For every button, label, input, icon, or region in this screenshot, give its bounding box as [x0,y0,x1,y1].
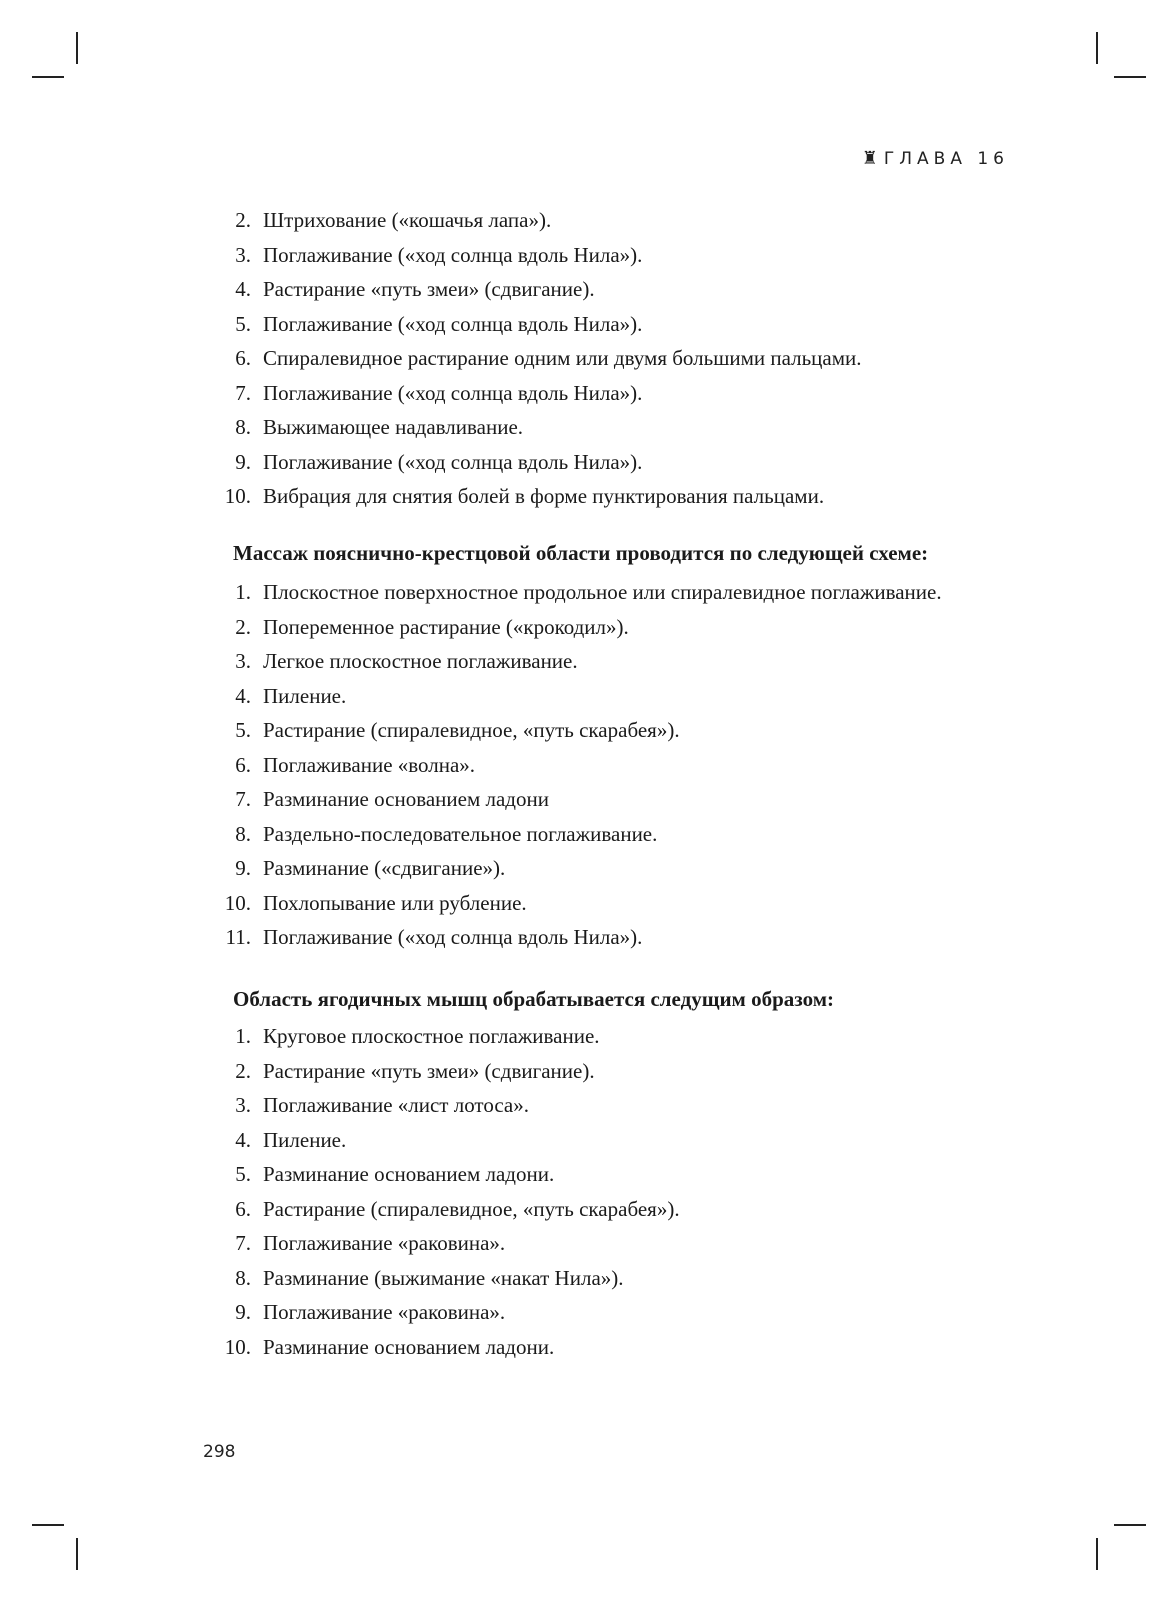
list-item [0,920,1170,955]
chapter-title: ГЛАВА 16 [883,149,1009,169]
list-item-number: 7. [235,1231,251,1255]
list-item-text: Разминание основанием ладони. [263,1162,555,1186]
list-item [0,1226,1170,1261]
list-item [0,307,1170,342]
list-item [0,782,1170,817]
list-item [0,203,1170,238]
list-item-text: Раздельно-последовательное поглаживание. [263,821,658,846]
list-item-number: 4. [235,683,251,708]
list-item-number: 7. [235,787,251,811]
list-item-text: Разминание («сдвигание»). [263,856,506,880]
list-item [0,1019,1170,1054]
list-item-number: 8. [235,1265,251,1290]
list-item-text: Разминание основанием ладони [263,787,549,811]
list-item [0,376,1170,411]
list-item [0,713,1170,748]
list-item-number: 1. [235,580,251,604]
list-item-text: Поглаживание («ход солнца вдоль Нила»). [263,242,643,267]
list-item-text: Поглаживание («ход солнца вдоль Нила»). [263,925,643,949]
procedure-list-lumbar [0,575,1170,955]
crop-mark [32,76,64,78]
list-item [0,479,1170,514]
list-item-number: 7. [235,380,251,405]
crop-mark [1114,76,1146,78]
list-item-number: 2. [235,614,251,639]
list-item-text: Пиление. [263,683,347,708]
list-item-text: Выжимающее надавливание. [263,415,524,439]
list-item [0,610,1170,645]
list-item-number: 10. [224,484,251,508]
section-heading-lumbar: Массаж пояснично-крестцовой области проводится по следующей схеме: [233,541,929,565]
list-item-text: Пиление. [263,1127,347,1152]
list-item-text: Растирание (спиралевидное, «путь скарабея»). [263,718,680,742]
list-item-number: 9. [235,856,251,880]
list-item [0,1123,1170,1158]
list-item-number: 3. [235,242,251,267]
list-item [0,851,1170,886]
list-item [0,1295,1170,1330]
list-item-text: Поглаживание («ход солнца вдоль Нила»). [263,311,643,336]
list-item-text: Поглаживание «волна». [263,752,476,777]
running-head [0,148,1009,169]
list-item-text: Легкое плоскостное поглаживание. [263,649,578,673]
list-item [0,1330,1170,1365]
section-heading-gluteal: Область ягодичных мышц обрабатывается следущим образом: [233,987,835,1011]
list-item-text: Плоскостное поверхностное продольное или спиралевидное поглаживание. [263,580,942,604]
list-item [0,575,1170,610]
list-item [0,1192,1170,1227]
list-item-number: 8. [235,821,251,846]
list-item [0,445,1170,480]
list-item-text: Поглаживание «раковина». [263,1300,506,1324]
list-item [0,341,1170,376]
list-item-number: 8. [235,415,251,439]
list-item [0,1157,1170,1192]
list-item-number: 2. [235,208,251,232]
list-item [0,748,1170,783]
list-item-number: 1. [235,1024,251,1048]
list-item-text: Растирание «путь змеи» (сдвигание). [263,1058,595,1083]
list-item-number: 5. [235,1162,251,1186]
list-item-text: Попеременное растирание («крокодил»). [263,614,629,639]
list-item [0,410,1170,445]
list-item [0,644,1170,679]
list-item-text: Растирание (спиралевидное, «путь скарабея»). [263,1196,680,1221]
list-item [0,1054,1170,1089]
list-item-text: Вибрация для снятия болей в форме пунктирования пальцами. [263,484,825,508]
list-item-number: 5. [235,311,251,336]
list-item [0,679,1170,714]
page-number: 298 [203,1442,236,1462]
procedure-list-continued [0,203,1170,514]
list-item [0,272,1170,307]
list-item [0,238,1170,273]
list-item-text: Поглаживание «раковина». [263,1231,506,1255]
list-item-number: 9. [235,449,251,474]
list-item-number: 9. [235,1300,251,1324]
list-item-text: Поглаживание («ход солнца вдоль Нила»). [263,380,643,405]
crop-mark [76,1538,78,1570]
list-item-text: Разминание (выжимание «накат Нила»). [263,1265,624,1290]
crop-mark [32,1524,64,1526]
list-item-number: 6. [235,346,251,370]
list-item-number: 2. [235,1058,251,1083]
list-item-number: 4. [235,1127,251,1152]
crop-mark [1096,1538,1098,1570]
list-item [0,886,1170,921]
list-item-number: 5. [235,718,251,742]
list-item-number: 6. [235,1196,251,1221]
list-item-text: Разминание основанием ладони. [263,1334,555,1359]
list-item-text: Круговое плоскостное поглаживание. [263,1024,600,1048]
list-item-number: 4. [235,277,251,301]
crop-mark [76,32,78,64]
list-item-number: 10. [224,890,251,915]
list-item-number: 3. [235,649,251,673]
list-item-number: 6. [235,752,251,777]
list-item-text: Поглаживание «лист лотоса». [263,1093,530,1117]
list-item-number: 3. [235,1093,251,1117]
chess-rook-icon: ♜ [861,148,878,169]
list-item-text: Спиралевидное растирание одним или двумя большими пальцами. [263,346,862,370]
crop-mark [1114,1524,1146,1526]
procedure-list-gluteal [0,1019,1170,1364]
list-item-text: Поглаживание («ход солнца вдоль Нила»). [263,449,643,474]
list-item [0,817,1170,852]
list-item-number: 10. [224,1334,251,1359]
list-item [0,1261,1170,1296]
list-item-text: Штрихование («кошачья лапа»). [263,208,552,232]
list-item-text: Похлопывание или рубление. [263,890,527,915]
list-item-number: 11. [225,925,251,949]
crop-mark [1096,32,1098,64]
list-item [0,1088,1170,1123]
list-item-text: Растирание «путь змеи» (сдвигание). [263,277,595,301]
